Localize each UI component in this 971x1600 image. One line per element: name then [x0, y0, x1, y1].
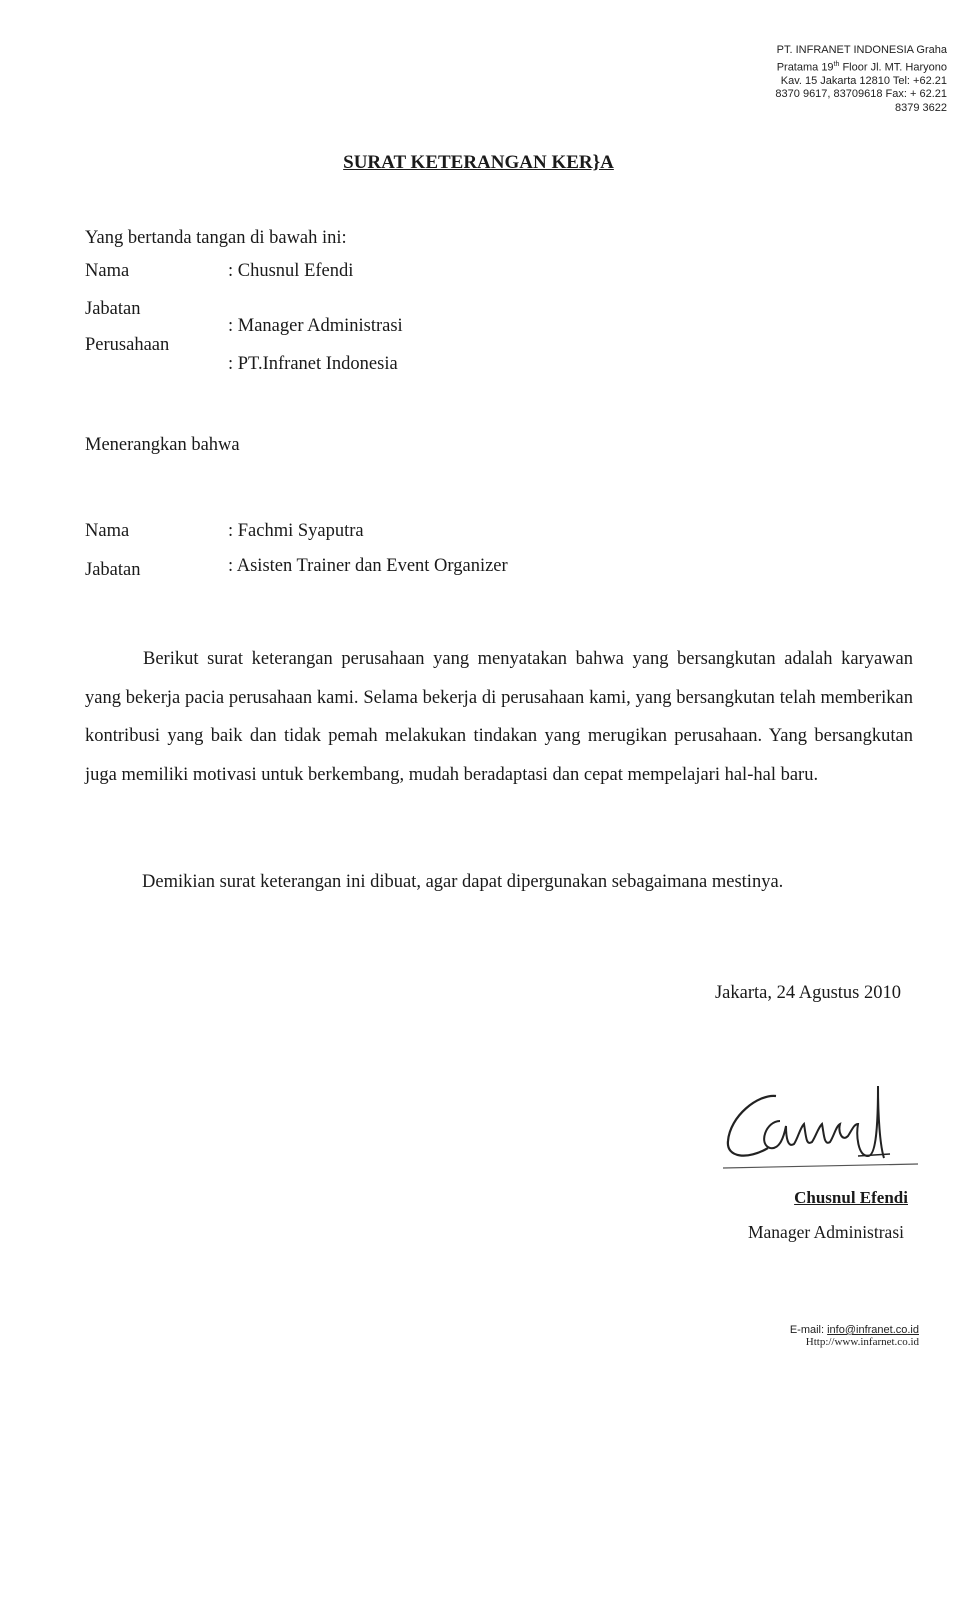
signer-name: Chusnul Efendi [794, 1188, 908, 1207]
signer-perusahaan-label: Perusahaan [85, 335, 170, 355]
email-label: E-mail: [789, 1324, 828, 1336]
email-link[interactable]: info@infranet.co.id [827, 1324, 919, 1336]
website-link[interactable]: Http://www.infarnet.co.id [805, 1336, 919, 1348]
letterhead-line: 8370 9617, 83709618 Fax: + 62.21 [775, 88, 947, 101]
closing-text: Demikian surat keterangan ini dibuat, agar dapat dipergunakan sebagaimana mestinya. [142, 872, 784, 892]
body-paragraph [85, 640, 913, 794]
body-text: Berikut surat keterangan perusahaan yang menyatakan bahwa yang bersangkutan adalah karyawan yang bekerja pacia perusahaan kami. Selama bekerja di perusahaan kami, yang bersangkutan telah memberikan kontribusi yang baik dan tidak pemah melakukan tindakan yang merugikan perusahaan. Yang bersangkutan juga memiliki motivasi untuk berkembang, mudah beradaptasi dan cepat mempelajari hal-hal baru. [85, 649, 913, 785]
letterhead-line: Kav. 15 Jakarta 12810 Tel: +62.21 [780, 74, 947, 87]
employee-jabatan-label: Jabatan [85, 560, 141, 580]
signature-image [718, 1066, 933, 1178]
signer-nama-value: : Chusnul Efendi [228, 261, 354, 281]
letterhead-address [775, 44, 947, 116]
intro-text: Yang bertanda tangan di bawah ini: [85, 228, 347, 248]
letterhead-line: PT. INFRANET INDONESIA Graha [776, 44, 947, 56]
signer-nama-label: Nama [85, 261, 130, 281]
signer-jabatan-value: : Manager Administrasi [228, 316, 403, 336]
signer-jabatan-label: Jabatan [85, 299, 141, 319]
signer-perusahaan-value: : PT.Infranet Indonesia [228, 354, 398, 374]
employee-nama-label: Nama [85, 521, 130, 541]
place-date: Jakarta, 24 Agustus 2010 [714, 983, 901, 1003]
letterhead-sup: th [833, 60, 840, 68]
letterhead-text: Floor Jl. MT. Haryono [839, 61, 947, 74]
footer-email-line [790, 1324, 919, 1336]
signer-position: Manager Administrasi [747, 1222, 904, 1242]
letterhead-text: Pratama 19 [776, 61, 834, 74]
letterhead-line [775, 58, 947, 75]
letter-title: SURAT KETERANGAN KER}A [343, 152, 614, 173]
footer-contact [790, 1324, 919, 1348]
employee-nama-value: : Fachmi Syaputra [228, 521, 364, 541]
menerangkan-text: Menerangkan bahwa [85, 435, 240, 455]
letterhead-line: 8379 3622 [895, 102, 947, 115]
employee-jabatan-value: : Asisten Trainer dan Event Organizer [228, 556, 508, 576]
